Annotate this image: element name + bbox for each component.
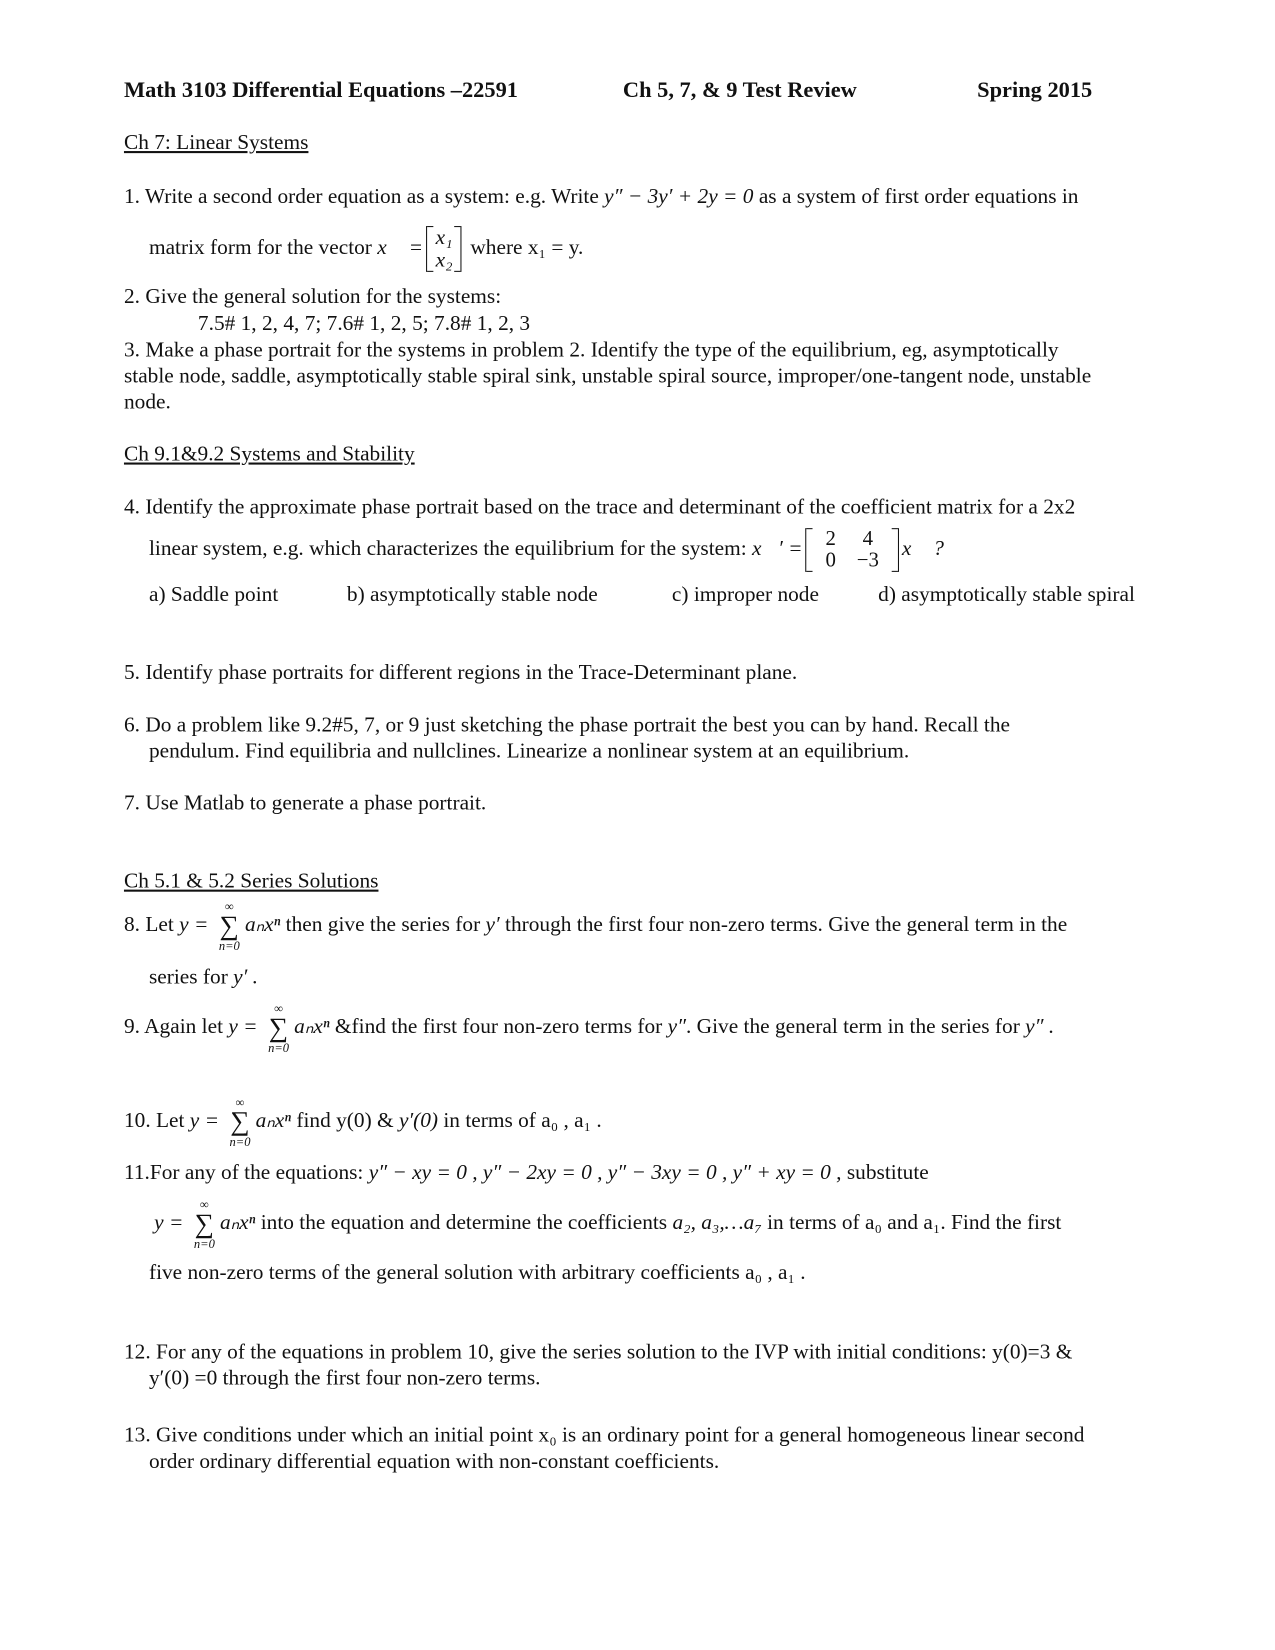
y-double-prime: y″ xyxy=(667,1015,686,1039)
text: matrix form for the vector xyxy=(148,236,378,260)
upper-limit: ∞ xyxy=(199,1196,209,1212)
problem-9 xyxy=(124,1002,1054,1054)
upper-limit: ∞ xyxy=(224,898,234,914)
m12: 4 xyxy=(862,527,874,551)
problem-13-line-1: 13. Give conditions under which an initial point x₀ is an ordinary point for a general homogeneous linear second xyxy=(123,1424,1085,1447)
term: Spring 2015 xyxy=(977,77,1093,103)
x1: x₁ xyxy=(435,226,453,250)
coefficient-matrix xyxy=(806,528,899,572)
section-heading-ch9: Ch 9.1&9.2 Systems and Stability xyxy=(123,442,415,466)
m22: −3 xyxy=(856,549,879,573)
option-d: d) asymptotically stable spiral xyxy=(878,583,1135,607)
problem-12-line-1: 12. For any of the equations in problem 10, give the series solution to the IVP with initial conditions: y(0)=3 & xyxy=(123,1340,1073,1364)
lower-limit: n=0 xyxy=(229,1134,251,1149)
problem-10 xyxy=(124,1096,602,1148)
section-heading-ch7: Ch 7: Linear Systems xyxy=(123,131,309,155)
text: where x₁ = y. xyxy=(465,236,584,260)
problem-12-line-2: y′(0) =0 through the first four non-zero terms. xyxy=(148,1366,541,1390)
text: in terms of a₀ , a₁ . xyxy=(438,1109,602,1133)
doc-title: Ch 5, 7, & 9 Test Review xyxy=(622,77,857,103)
term: aₙxⁿ xyxy=(294,1015,330,1039)
y-equals: y = xyxy=(154,1211,184,1235)
text: then give the series for xyxy=(280,913,486,937)
coefficients: a₂, a₃,…a₇ xyxy=(672,1211,762,1235)
y-prime: y′ . xyxy=(233,965,259,989)
problem-13-line-2: order ordinary differential equation with non-constant coefficients. xyxy=(148,1450,720,1473)
problem-4-line-2 xyxy=(149,524,944,574)
text: substitute xyxy=(841,1161,929,1185)
problem-2-list: 7.5# 1, 2, 4, 7; 7.6# 1, 2, 5; 7.8# 1, 2, 3 xyxy=(197,312,531,336)
lower-limit: n=0 xyxy=(193,1236,215,1252)
lower-limit: n=0 xyxy=(268,1040,290,1056)
problem-2: 2. Give the general solution for the systems: xyxy=(123,285,502,309)
problem-1-line-2 xyxy=(149,223,583,273)
summation xyxy=(263,1002,294,1054)
problem-8-line-1 xyxy=(124,900,1067,952)
y-double-prime: y″ . xyxy=(1025,1015,1055,1039)
problem-6-line-2: pendulum. Find equilibria and nullclines. Linearize a nonlinear system at an equilibrium. xyxy=(148,739,910,763)
equations: y″ − xy = 0 , y″ − 2xy = 0 , y″ − 3xy = 0 , y″ + xy = 0 , xyxy=(368,1161,842,1185)
problem-3-line-3: node. xyxy=(123,390,171,414)
term: aₙxⁿ xyxy=(255,1109,292,1133)
text: as a system of first order equations in xyxy=(753,185,1079,209)
problem-11-line-2 xyxy=(154,1198,1061,1250)
text: series for xyxy=(148,965,234,989)
problem-1-line-1 xyxy=(124,184,1079,209)
x2: x₂ xyxy=(435,249,453,273)
problem-8-line-2 xyxy=(149,965,258,990)
section-heading-ch5: Ch 5.1 & 5.2 Series Solutions xyxy=(123,869,379,893)
option-c: c) improper node xyxy=(671,583,819,607)
upper-limit: ∞ xyxy=(235,1094,245,1110)
problem-11-line-1 xyxy=(124,1160,929,1185)
equation: y″ − 3y′ + 2y = 0 xyxy=(604,185,754,209)
summation xyxy=(224,1096,255,1148)
problem-3-line-2: stable node, saddle, asymptotically stable spiral sink, unstable spiral source, improper/one-tangent node, unstable xyxy=(123,364,1092,388)
y-prime-0: y′(0) xyxy=(398,1109,439,1133)
summation xyxy=(189,1198,220,1250)
option-b: b) asymptotically stable node xyxy=(346,583,598,607)
problem-3-line-1: 3. Make a phase portrait for the systems in problem 2. Identify the type of the equilibrium, eg, asymptotically xyxy=(123,338,1059,362)
problem-6-line-1: 6. Do a problem like 9.2#5, 7, or 9 just sketching the phase portrait the best you can by hand. Recall the xyxy=(123,713,1010,737)
column-vector xyxy=(426,226,462,272)
m11: 2 xyxy=(825,527,836,551)
text: through the first four non-zero terms. Give the general term in the xyxy=(499,913,1068,937)
upper-limit: ∞ xyxy=(274,1001,284,1016)
y-equals: y = xyxy=(189,1109,220,1133)
sigma: ∑ xyxy=(230,1106,250,1137)
text: 11.For any of the equations: xyxy=(123,1161,369,1185)
text: 1. Write a second order equation as a system: e.g. Write xyxy=(123,185,605,209)
text: 10. Let xyxy=(123,1109,190,1133)
option-a: a) Saddle point xyxy=(148,583,279,607)
text: . Give the general term in the series for xyxy=(685,1015,1026,1039)
problem-5: 5. Identify phase portraits for different regions in the Trace-Determinant plane. xyxy=(123,661,798,685)
y-prime: y′ xyxy=(485,913,500,937)
term: aₙxⁿ xyxy=(244,913,281,937)
y-equals: y = xyxy=(179,913,209,937)
sigma: ∑ xyxy=(219,910,239,941)
rhs: x⃗ ? xyxy=(901,537,944,561)
lhs: x⃗′ = xyxy=(752,537,803,561)
summation xyxy=(214,900,245,952)
problem-11-line-3: five non-zero terms of the general solution with arbitrary coefficients a₀ , a₁ . xyxy=(148,1261,806,1285)
text: linear system, e.g. which characterizes the equilibrium for the system: xyxy=(148,537,753,561)
vector-x: x⃗ = xyxy=(377,236,424,260)
problem-4-line-1: 4. Identify the approximate phase portrait based on the trace and determinant of the coefficient matrix for a 2x2 xyxy=(123,495,1076,519)
course-title: Math 3103 Differential Equations –22591 xyxy=(123,77,518,103)
text: &find the first four non-zero terms for xyxy=(329,1015,668,1039)
sigma: ∑ xyxy=(194,1208,215,1239)
lower-limit: n=0 xyxy=(218,938,240,954)
text: 8. Let xyxy=(123,913,180,937)
m21: 0 xyxy=(825,549,836,573)
problem-7: 7. Use Matlab to generate a phase portrait. xyxy=(123,791,487,815)
y-equals: y = xyxy=(228,1015,258,1039)
text: into the equation and determine the coefficients xyxy=(255,1211,673,1235)
sigma: ∑ xyxy=(268,1012,289,1043)
text: 9. Again let xyxy=(123,1015,229,1039)
term: aₙxⁿ xyxy=(219,1211,256,1235)
text: in terms of a₀ and a₁. Find the first xyxy=(761,1211,1062,1235)
text: find y(0) & xyxy=(291,1109,399,1133)
